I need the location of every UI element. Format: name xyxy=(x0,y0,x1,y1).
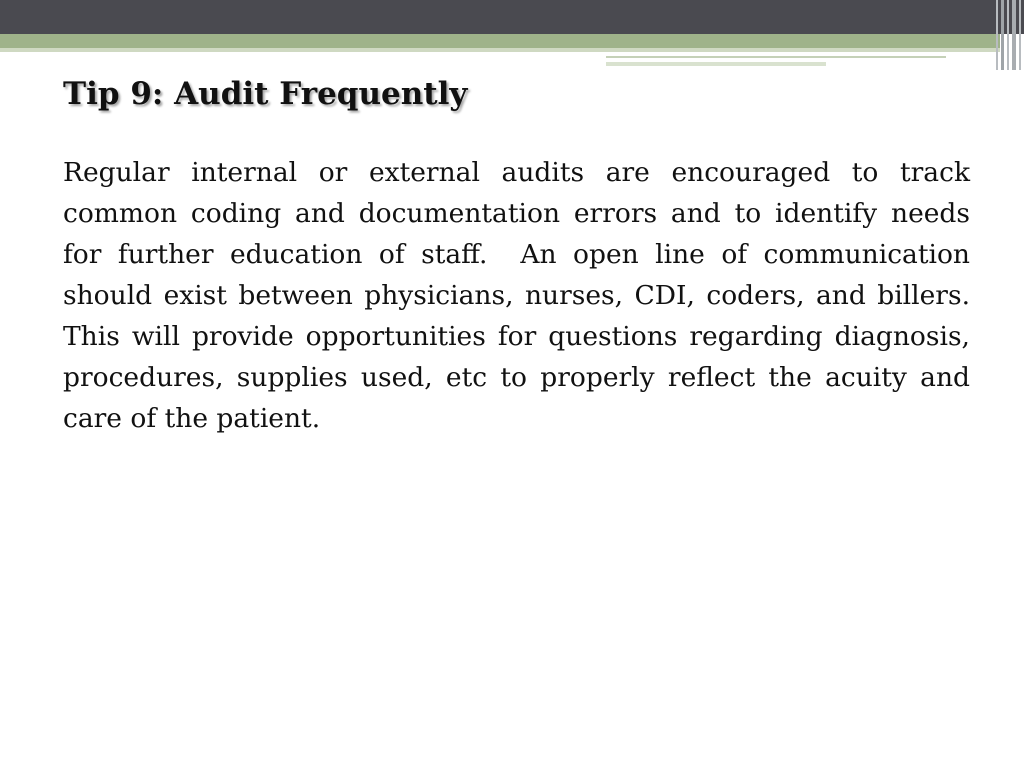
top-green-bar xyxy=(0,34,1000,48)
accent-line-short xyxy=(606,62,826,66)
slide-body-text: Regular internal or external audits are encouraged to track common coding and documentation errors and to identify needs for further education of staff. An open line of communication should exist between physicians, nurses, CDI, coders, and billers. This will provide opportunities for questions regarding diagnosis, procedures, supplies used, etc to properly reflect the acuity and care of the patient. xyxy=(63,157,987,434)
top-dark-bar xyxy=(0,0,1024,34)
accent-line xyxy=(606,56,946,58)
corner-stripes xyxy=(994,0,1024,70)
top-green-light-bar xyxy=(0,48,1000,52)
slide-title: Tip 9: Audit Frequently xyxy=(63,76,468,112)
